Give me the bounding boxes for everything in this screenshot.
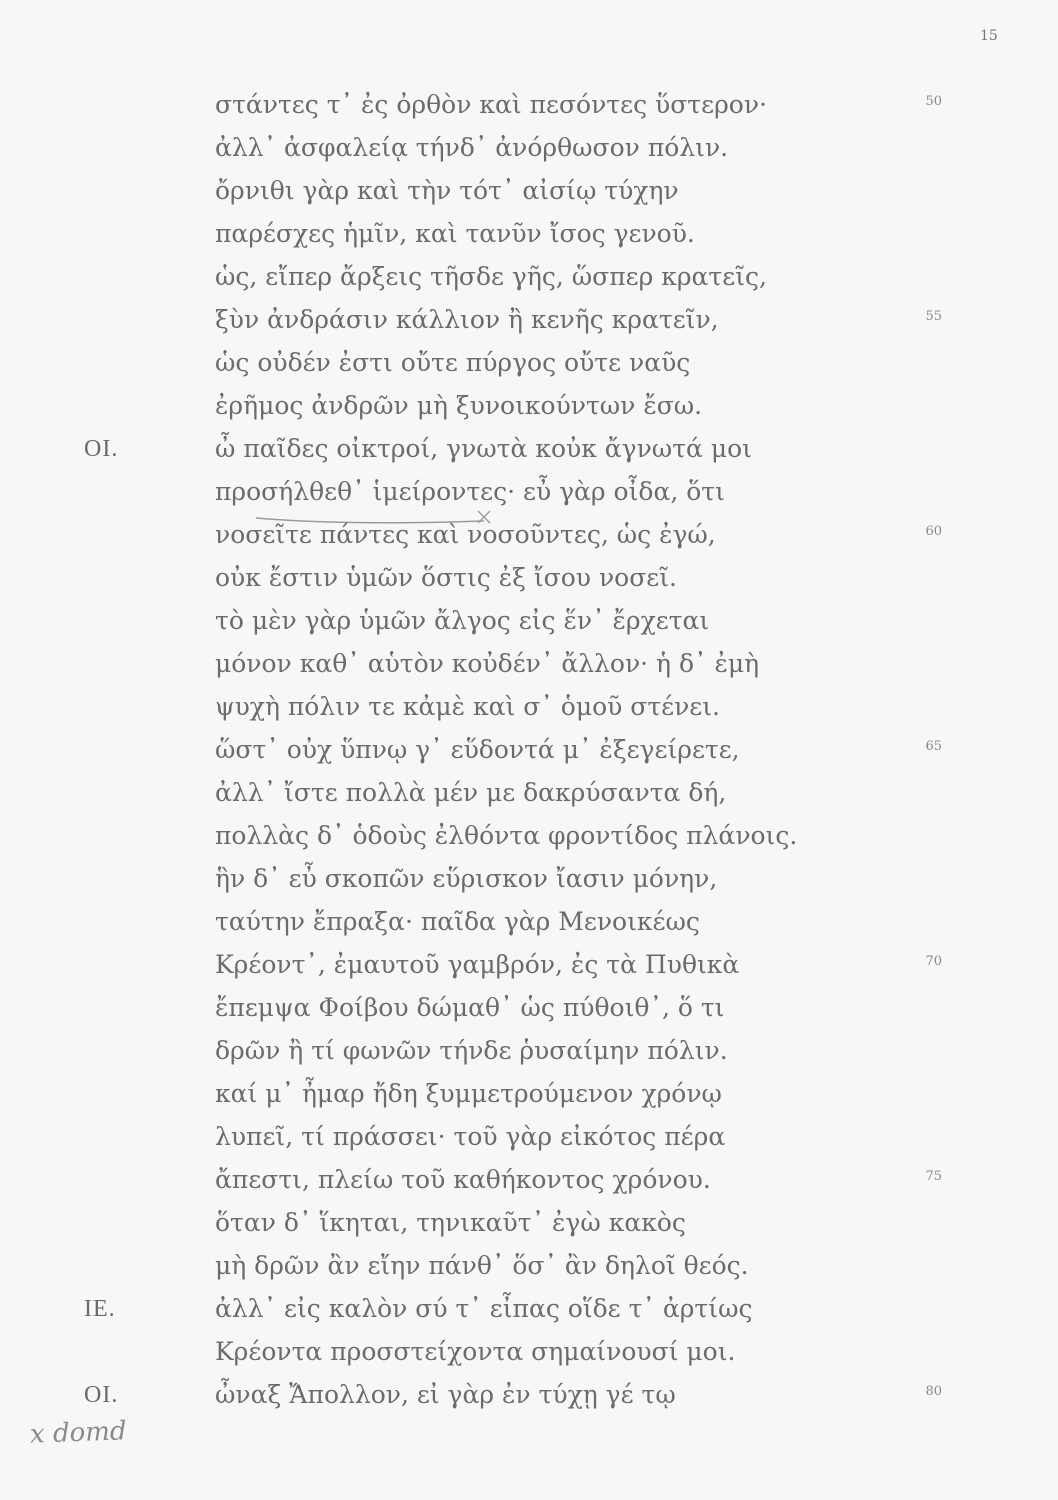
verse-text: μὴ δρῶν ἂν εἴην πάνθ᾽ ὅσ᾽ ἂν δηλοῖ θεός. xyxy=(215,1251,749,1280)
verse-text: μόνον καθ᾽ αὑτὸν κοὐδέν᾽ ἄλλον· ἡ δ᾽ ἐμὴ xyxy=(215,649,760,678)
verse-text: ὡς, εἴπερ ἄρξεις τῆσδε γῆς, ὥσπερ κρατεῖς, xyxy=(215,262,767,291)
verse-line xyxy=(0,260,1058,294)
speaker-label: ΙΕ. xyxy=(84,1296,116,1322)
verse-line xyxy=(0,604,1058,638)
verse-line xyxy=(0,1163,1058,1197)
verse-text: τὸ μὲν γὰρ ὑμῶν ἄλγος εἰς ἕν᾽ ἔρχεται xyxy=(215,606,710,635)
verse-line xyxy=(0,561,1058,595)
handwritten-margin-note: x domd xyxy=(29,1416,128,1450)
verse-text: παρέσχες ἡμῖν, καὶ τανῦν ἴσος γενοῦ. xyxy=(215,219,695,248)
verse-text: πολλὰς δ᾽ ὁδοὺς ἐλθόντα φροντίδος πλάνοις. xyxy=(215,821,798,850)
verse-line xyxy=(0,991,1058,1025)
verse-text: ἣν δ᾽ εὖ σκοπῶν εὕρισκον ἴασιν μόνην, xyxy=(215,864,718,893)
verse-line xyxy=(0,389,1058,423)
verse-text: δρῶν ἢ τί φωνῶν τήνδε ῥυσαίμην πόλιν. xyxy=(215,1036,728,1065)
verse-line xyxy=(0,1249,1058,1283)
verse-line xyxy=(0,948,1058,982)
line-number: 80 xyxy=(925,1384,942,1399)
verse-line xyxy=(0,346,1058,380)
line-number: 70 xyxy=(925,954,942,969)
verse-line xyxy=(0,432,1058,466)
verse-text: ὦ παῖδες οἰκτροί, γνωτὰ κοὐκ ἄγνωτά μοι xyxy=(215,434,752,463)
verse-line xyxy=(0,647,1058,681)
verse-text: ἀλλ᾽ ἀσφαλείᾳ τήνδ᾽ ἀνόρθωσον πόλιν. xyxy=(215,133,729,162)
verse-text: ὄρνιθι γὰρ καὶ τὴν τότ᾽ αἰσίῳ τύχην xyxy=(215,176,679,205)
verse-line xyxy=(0,217,1058,251)
line-number: 65 xyxy=(925,739,942,754)
verse-text: ὅταν δ᾽ ἵκηται, τηνικαῦτ᾽ ἐγὼ κακὸς xyxy=(215,1208,686,1237)
verse-line xyxy=(0,733,1058,767)
verse-line xyxy=(0,303,1058,337)
pencil-underline-mark xyxy=(254,509,539,527)
verse-line xyxy=(0,131,1058,165)
verse-text: λυπεῖ, τί πράσσει· τοῦ γὰρ εἰκότος πέρα xyxy=(215,1122,726,1151)
verse-text: προσήλθεθ᾽ ἱμείροντες· εὖ γὰρ οἶδα, ὅτι xyxy=(215,477,725,506)
speaker-label: ΟΙ. xyxy=(84,436,119,462)
verse-text: ἄπεστι, πλείω τοῦ καθήκοντος χρόνου. xyxy=(215,1165,711,1194)
verse-line xyxy=(0,1034,1058,1068)
speaker-label: ΟΙ. xyxy=(84,1382,119,1408)
verse-line xyxy=(0,174,1058,208)
verse-text: νοσεῖτε πάντες καὶ νοσοῦντες, ὡς ἐγώ, xyxy=(215,520,716,549)
verse-line xyxy=(0,88,1058,122)
verse-text: ψυχὴ πόλιν τε κἀμὲ καὶ σ᾽ ὁμοῦ στένει. xyxy=(215,692,721,721)
verse-text: ἀλλ᾽ ἴστε πολλὰ μέν με δακρύσαντα δή, xyxy=(215,778,727,807)
line-number: 50 xyxy=(925,94,942,109)
verse-line xyxy=(0,1206,1058,1240)
verse-text: ἔπεμψα Φοίβου δώμαθ᾽ ὡς πύθοιθ᾽, ὅ τι xyxy=(215,993,725,1022)
verse-line xyxy=(0,475,1058,509)
verse-line xyxy=(0,905,1058,939)
verse-text: Κρέοντα προσστείχοντα σημαίνουσί μοι. xyxy=(215,1337,736,1366)
verse-line xyxy=(0,1077,1058,1111)
verse-text: ὦναξ Ἄπολλον, εἰ γὰρ ἐν τύχῃ γέ τῳ xyxy=(215,1380,676,1409)
verse-text: ἐρῆμος ἀνδρῶν μὴ ξυνοικούντων ἔσω. xyxy=(215,391,703,420)
verse-text: ὡς οὐδέν ἐστι οὔτε πύργος οὔτε ναῦς xyxy=(215,348,691,377)
verse-text: καί μ᾽ ἦμαρ ἤδη ξυμμετρούμενον χρόνῳ xyxy=(215,1079,722,1108)
verse-text: Κρέοντ᾽, ἐμαυτοῦ γαμβρόν, ἐς τὰ Πυθικὰ xyxy=(215,950,740,979)
page-number: 15 xyxy=(980,28,998,44)
verse-text: οὐκ ἔστιν ὑμῶν ὅστις ἐξ ἴσου νοσεῖ. xyxy=(215,563,677,592)
verse-text: ἀλλ᾽ εἰς καλὸν σύ τ᾽ εἶπας οἵδε τ᾽ ἀρτίως xyxy=(215,1294,753,1323)
verse-line xyxy=(0,1378,1058,1412)
line-number: 60 xyxy=(925,524,942,539)
verse-line xyxy=(0,862,1058,896)
verse-line xyxy=(0,776,1058,810)
verse-line xyxy=(0,1292,1058,1326)
verse-line xyxy=(0,819,1058,853)
verse-text: ὥστ᾽ οὐχ ὕπνῳ γ᾽ εὕδοντά μ᾽ ἐξεγείρετε, xyxy=(215,735,740,764)
verse-text: στάντες τ᾽ ἐς ὀρθὸν καὶ πεσόντες ὕστερον· xyxy=(215,90,767,119)
verse-text: ταύτην ἔπραξα· παῖδα γὰρ Μενοικέως xyxy=(215,907,700,936)
verse-line xyxy=(0,1120,1058,1154)
verse-text: ξὺν ἀνδράσιν κάλλιον ἢ κενῆς κρατεῖν, xyxy=(215,305,719,334)
line-number: 75 xyxy=(925,1169,942,1184)
verse-line xyxy=(0,1335,1058,1369)
verse-line xyxy=(0,690,1058,724)
line-number: 55 xyxy=(925,309,942,324)
